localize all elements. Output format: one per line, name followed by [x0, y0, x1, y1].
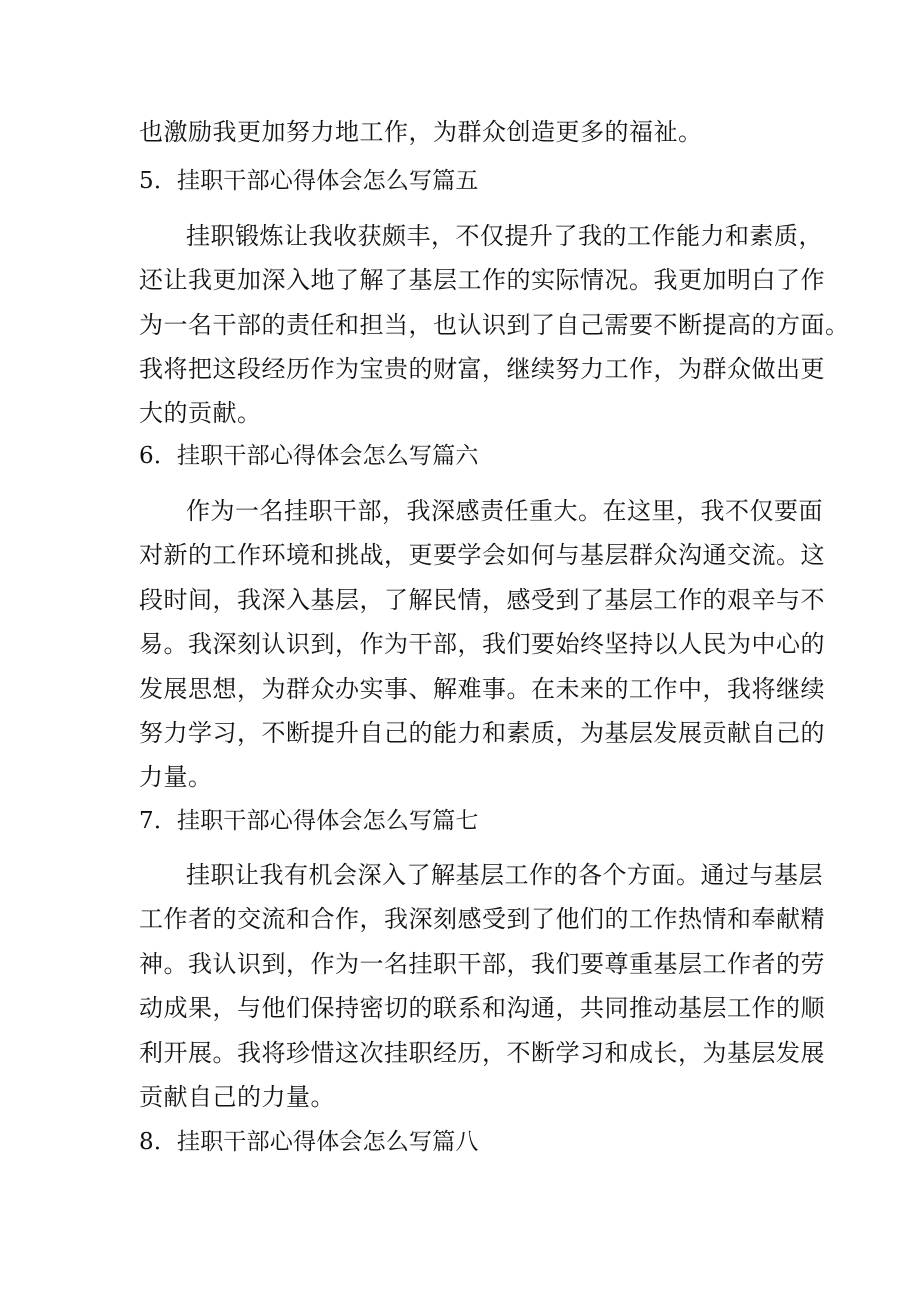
paragraph-line: 神。我认识到，作为一名挂职干部，我们要尊重基层工作者的劳: [139, 950, 825, 978]
paragraph-line: 还让我更加深入地了解了基层工作的实际情况。我更加明白了作: [139, 266, 825, 294]
section-heading-5: 5．挂职干部心得体会怎么写篇五: [139, 168, 479, 194]
paragraph-line: 贡献自己的力量。: [139, 1083, 335, 1111]
paragraph-line: 作为一名挂职干部，我深感责任重大。在这里，我不仅要面: [186, 497, 823, 525]
paragraph-line: 努力学习，不断提升自己的能力和素质，为基层发展贡献自己的: [139, 719, 825, 747]
section-heading-7: 7．挂职干部心得体会怎么写篇七: [139, 808, 479, 834]
paragraph-line: 挂职锻炼让我收获颇丰，不仅提升了我的工作能力和素质，: [186, 222, 823, 250]
paragraph-line: 利开展。我将珍惜这次挂职经历，不断学习和成长，为基层发展: [139, 1039, 825, 1067]
paragraph-line: 为一名干部的责任和担当，也认识到了自己需要不断提高的方面。: [139, 311, 850, 339]
paragraph-line: 发展思想，为群众办实事、解难事。在未来的工作中，我将继续: [139, 675, 825, 703]
paragraph-line: 动成果，与他们保持密切的联系和沟通，共同推动基层工作的顺: [139, 994, 825, 1022]
paragraph-line: 也激励我更加努力地工作，为群众创造更多的福祉。: [139, 118, 703, 146]
paragraph-line: 段时间，我深入基层，了解民情，感受到了基层工作的艰辛与不: [139, 586, 825, 614]
paragraph-line: 易。我深刻认识到，作为干部，我们要始终坚持以人民为中心的: [139, 630, 825, 658]
paragraph-line: 对新的工作环境和挑战，更要学会如何与基层群众沟通交流。这: [139, 541, 825, 569]
paragraph-line: 大的贡献。: [139, 399, 262, 427]
section-heading-6: 6．挂职干部心得体会怎么写篇六: [139, 443, 479, 469]
paragraph-line: 我将把这段经历作为宝贵的财富，继续努力工作，为群众做出更: [139, 355, 825, 383]
paragraph-line: 工作者的交流和合作，我深刻感受到了他们的工作热情和奉献精: [139, 905, 825, 933]
section-heading-8: 8．挂职干部心得体会怎么写篇八: [139, 1129, 479, 1155]
paragraph-line: 力量。: [139, 763, 213, 791]
paragraph-line: 挂职让我有机会深入了解基层工作的各个方面。通过与基层: [186, 861, 823, 889]
